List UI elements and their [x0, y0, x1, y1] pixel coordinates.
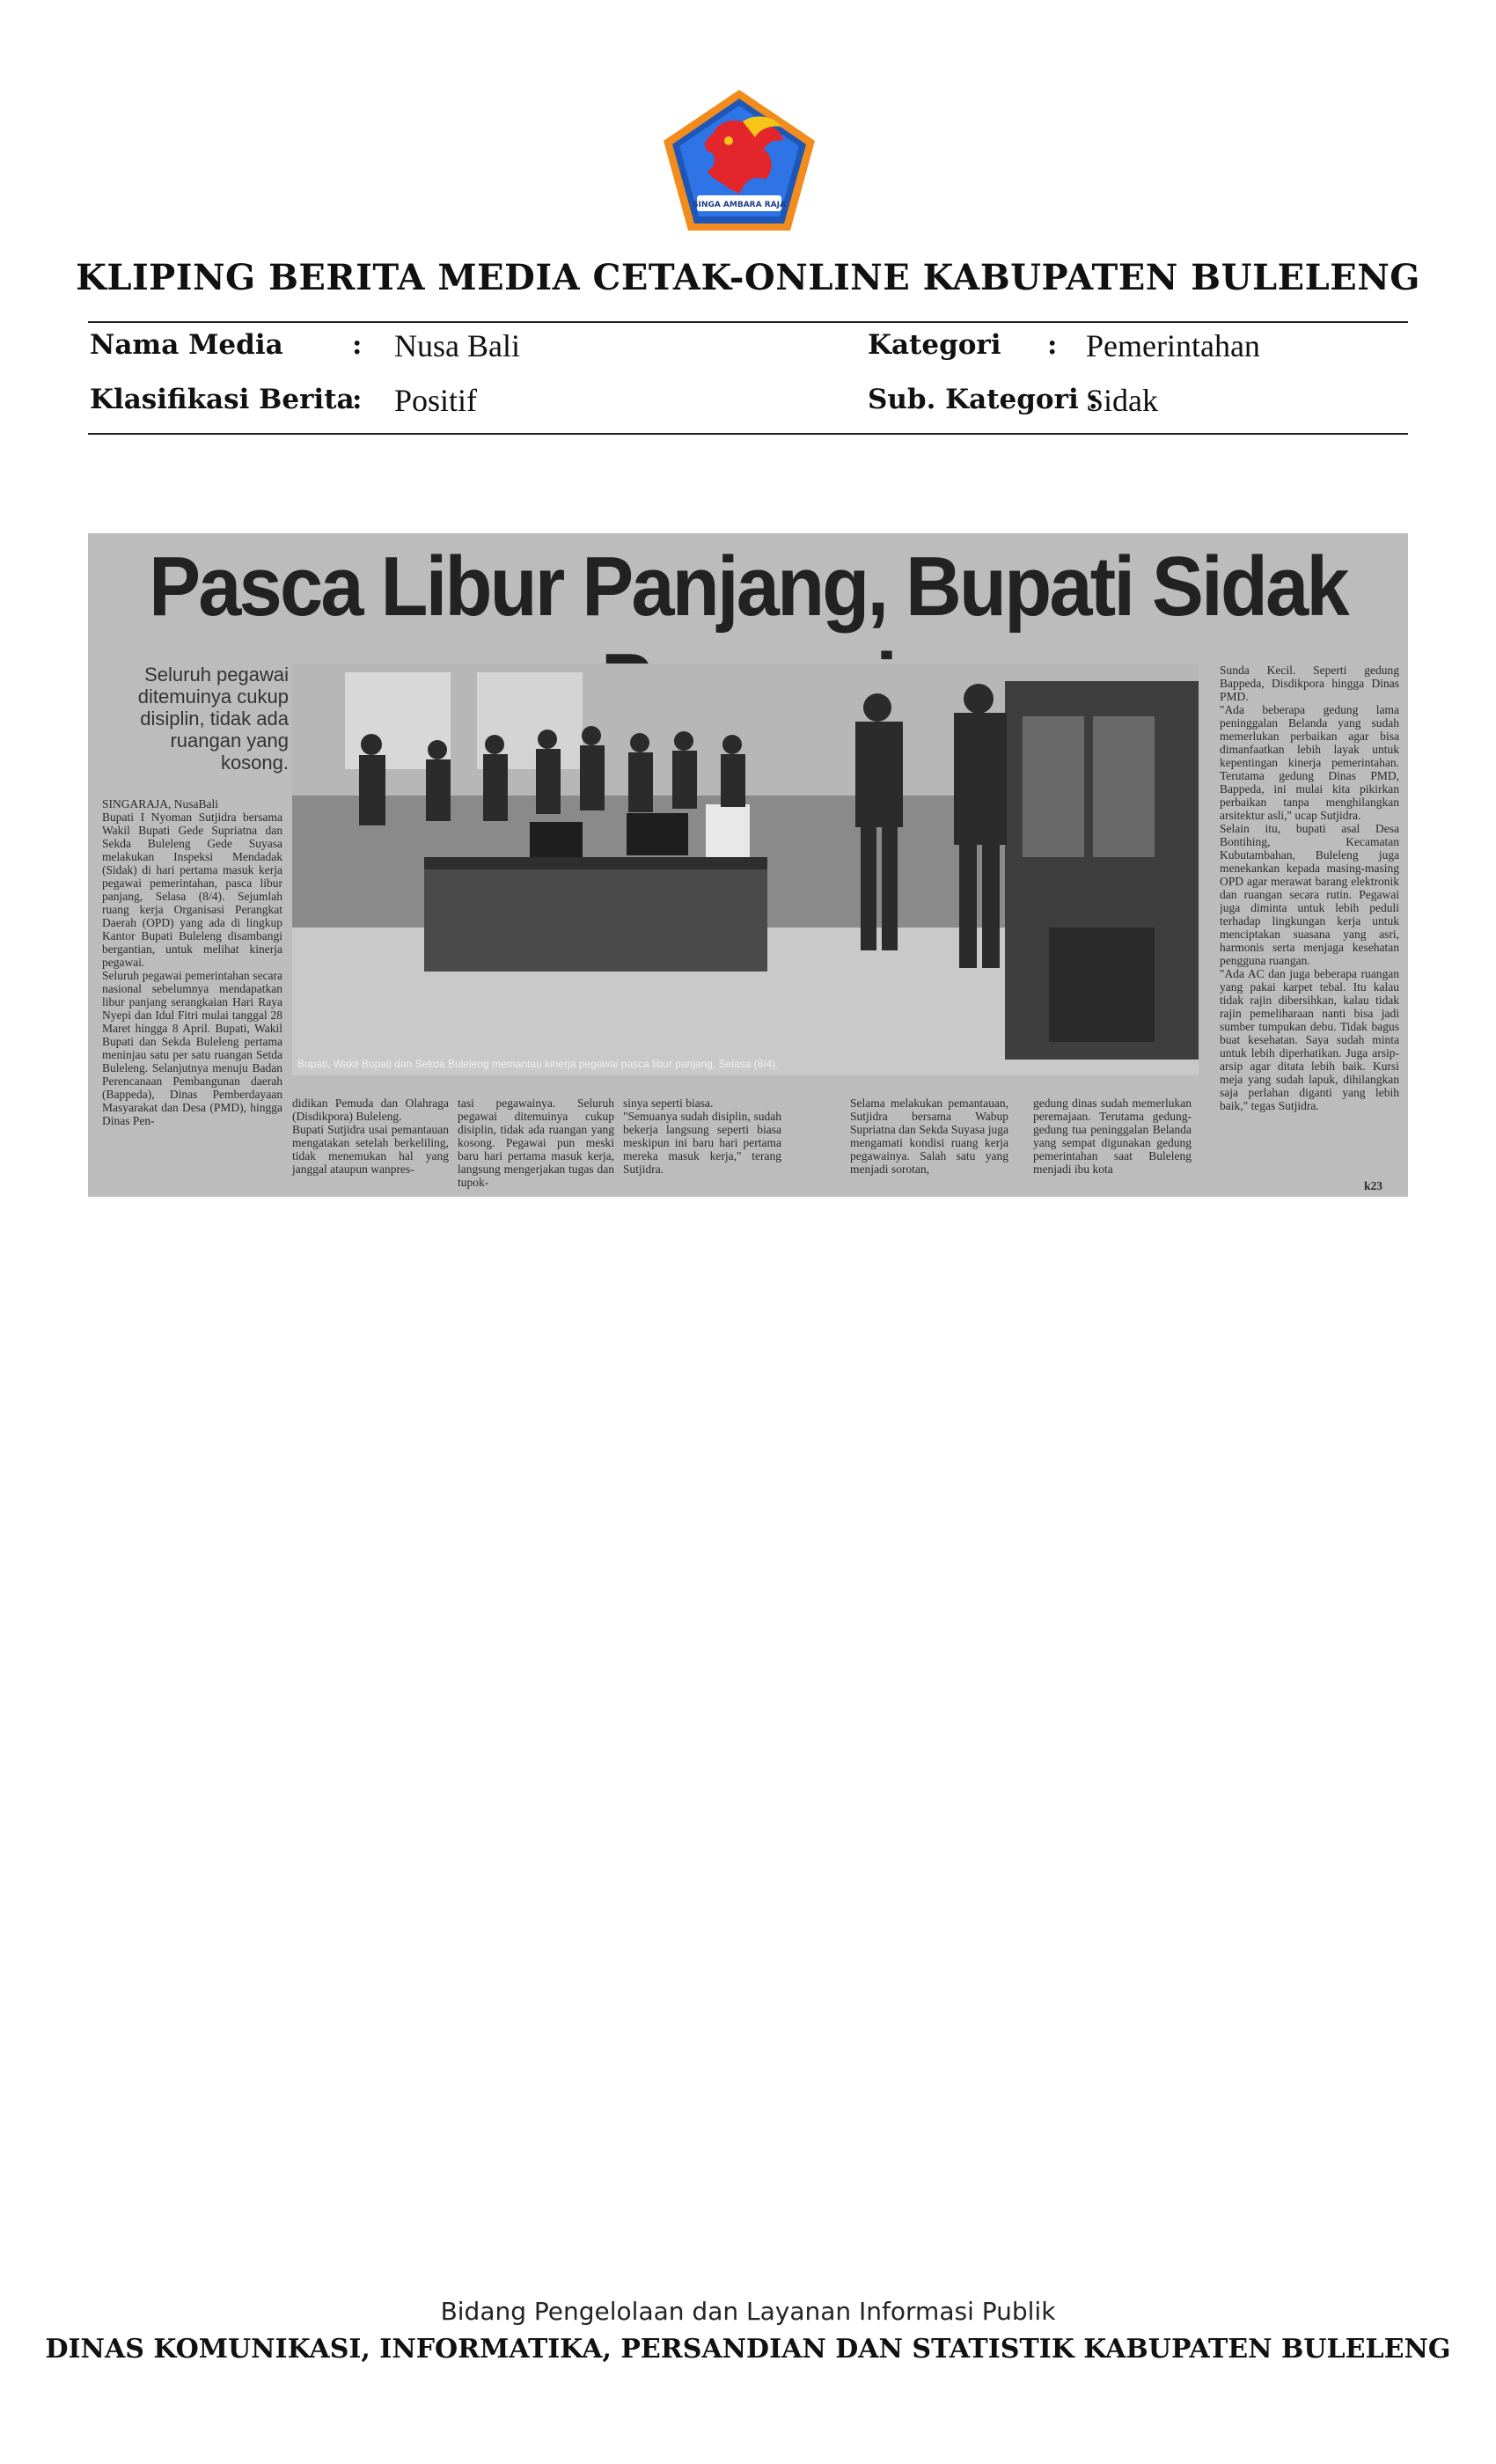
sub-kategori-value: Sidak	[1086, 383, 1159, 418]
article-column-5: Selama melakukan pemantauan, Sutjidra bersama Wabup Supriatna dan Sekda Suyasa juga mengamati kondisi ruang kerja pegawainya. Salah satu yang menjadi sorotan,	[850, 1096, 1008, 1176]
office-inspection-photo	[292, 664, 1199, 1075]
document-title: KLIPING BERITA MEDIA CETAK-ONLINE KABUPATEN BULELENG	[76, 257, 1420, 298]
article-column-3: tasi pegawainya. Seluruh pegawai ditemuinya cukup disiplin, tidak ada ruangan yang kosong. Pegawai pun meski baru hari pertama masuk kerja, langsung mengerjakan tugas dan tupok-	[458, 1096, 614, 1189]
article-photo	[292, 664, 1199, 1075]
article-headline: Pasca Libur Panjang, Bupati Sidak	[149, 539, 1347, 634]
top-rule	[88, 321, 1408, 323]
reporter-credit: k23	[1364, 1179, 1383, 1192]
newspaper-clipping	[88, 533, 1408, 1197]
footer-division: Bidang Pengelolaan dan Layanan Informasi Publik	[440, 2297, 1056, 2326]
emblem-motto: SINGA AMBARA RAJA	[693, 201, 786, 209]
article-lead: Seluruh pegawai ditemuinya cukup disiplin, tidak ada ruangan yang kosong.	[137, 664, 289, 774]
article-column-2: didikan Pemuda dan Olahraga (Disdikpora) Buleleng. Bupati Sutjidra usai pemantauan mengatakan setelah berkeliling, tidak menemukan hal yang janggal ataupun wanpres-	[292, 1096, 449, 1176]
article-column-7: Sunda Kecil. Seperti gedung Bappeda, Disdikpora hingga Dinas PMD. "Ada beberapa gedung lama peninggalan Belanda yang sudah memerlukan perbaikan agar bisa dimanfaatkan lebih layak untuk kepentingan kinerja pemerintahan. Terutama gedung Dinas PMD, Bappeda, ini mulai kita pikirkan perbaikan tanpa menghilangkan arsitektur asli," ucap Sutjidra. Selain itu, bupati asal Desa Bontihing, Kecamatan Kubutambahan, Buleleng juga menekankan kepada masing-masing OPD agar merawat barang elektronik dan ruangan secara rutin. Pegawai juga diminta untuk lebih peduli terhadap lingkungan kerja untuk menciptakan suasana yang asri, harmonis serta menjaga kesehatan pengguna ruangan. "Ada AC dan juga beberapa ruangan yang pakai karpet tebal. Itu kalau tidak rajin dibersihkan, kalau tidak rajin pemeliharaan nanti bisa jadi sumber tumpukan debu. Tidak bagus buat kesehatan. Saya sudah minta untuk lebih diperhatikan. Juga arsip-arsip agar ditata lebih baik. Kursi meja yang sudah lapuk, dihilangkan saja perlahan diganti yang lebih baik," tegas Sutjidra.	[1220, 664, 1399, 1112]
photo-caption: Bupati, Wakil Bupati dan Sekda Buleleng memantau kinerja pegawai pasca libur panjang, Selasa (8/4).	[297, 1058, 779, 1070]
kategori-value: Pemerintahan	[1086, 328, 1260, 363]
colon: :	[1047, 329, 1058, 361]
bottom-rule	[88, 433, 1408, 435]
kabupaten-buleleng-emblem	[658, 86, 820, 234]
kategori-label: Kategori	[868, 329, 1001, 361]
klasifikasi-berita-value: Positif	[394, 383, 478, 418]
colon: :	[352, 384, 363, 415]
article-column-6: gedung dinas sudah memerlukan peremajaan. Terutama gedung-gedung tua peninggalan Belanda yang sempat digunakan gedung pemerintahan saat Buleleng menjadi ibu kota	[1033, 1096, 1192, 1176]
nama-media-value: Nusa Bali	[394, 328, 520, 363]
sub-kategori-label: Sub. Kategori :	[868, 384, 1098, 415]
footer-agency: DINAS KOMUNIKASI, INFORMATIKA, PERSANDIAN DAN STATISTIK KABUPATEN BULELENG	[45, 2334, 1451, 2365]
article-column-4: sinya seperti biasa. "Semuanya sudah disiplin, sudah bekerja langsung seperti biasa meskipun ini baru hari pertama mereka masuk kerja," terang Sutjidra.	[623, 1096, 781, 1176]
klasifikasi-berita-label: Klasifikasi Berita	[90, 384, 355, 415]
colon: :	[352, 329, 363, 361]
nama-media-label: Nama Media	[90, 329, 283, 361]
article-column-1: SINGARAJA, NusaBali Bupati I Nyoman Sutjidra bersama Wakil Bupati Gede Supriatna dan Sekda Buleleng Gede Suyasa melakukan Inspeksi Mendadak (Sidak) di hari pertama masuk kerja pegawai pemerintahan, pasca libur panjang, Selasa (8/4). Sejumlah ruang kerja Organisasi Perangkat Daerah (OPD) yang ada di lingkup Kantor Bupati Buleleng disambangi bergantian, untuk melihat kinerja pegawai. Seluruh pegawai pemerintahan secara nasional sebelumnya mendapatkan libur panjang serangkaian Hari Raya Nyepi dan Idul Fitri mulai tanggal 28 Maret hingga 8 April. Bupati, Wakil Bupati dan Sekda Buleleng pertama meninjau satu per satu ruangan Setda Buleleng. Selanjutnya menuju Badan Perencanaan Pembangunan daerah (Bappeda), Dinas Pemberdayaan Masyarakat dan Desa (PMD), hingga Dinas Pen-	[102, 797, 282, 1127]
